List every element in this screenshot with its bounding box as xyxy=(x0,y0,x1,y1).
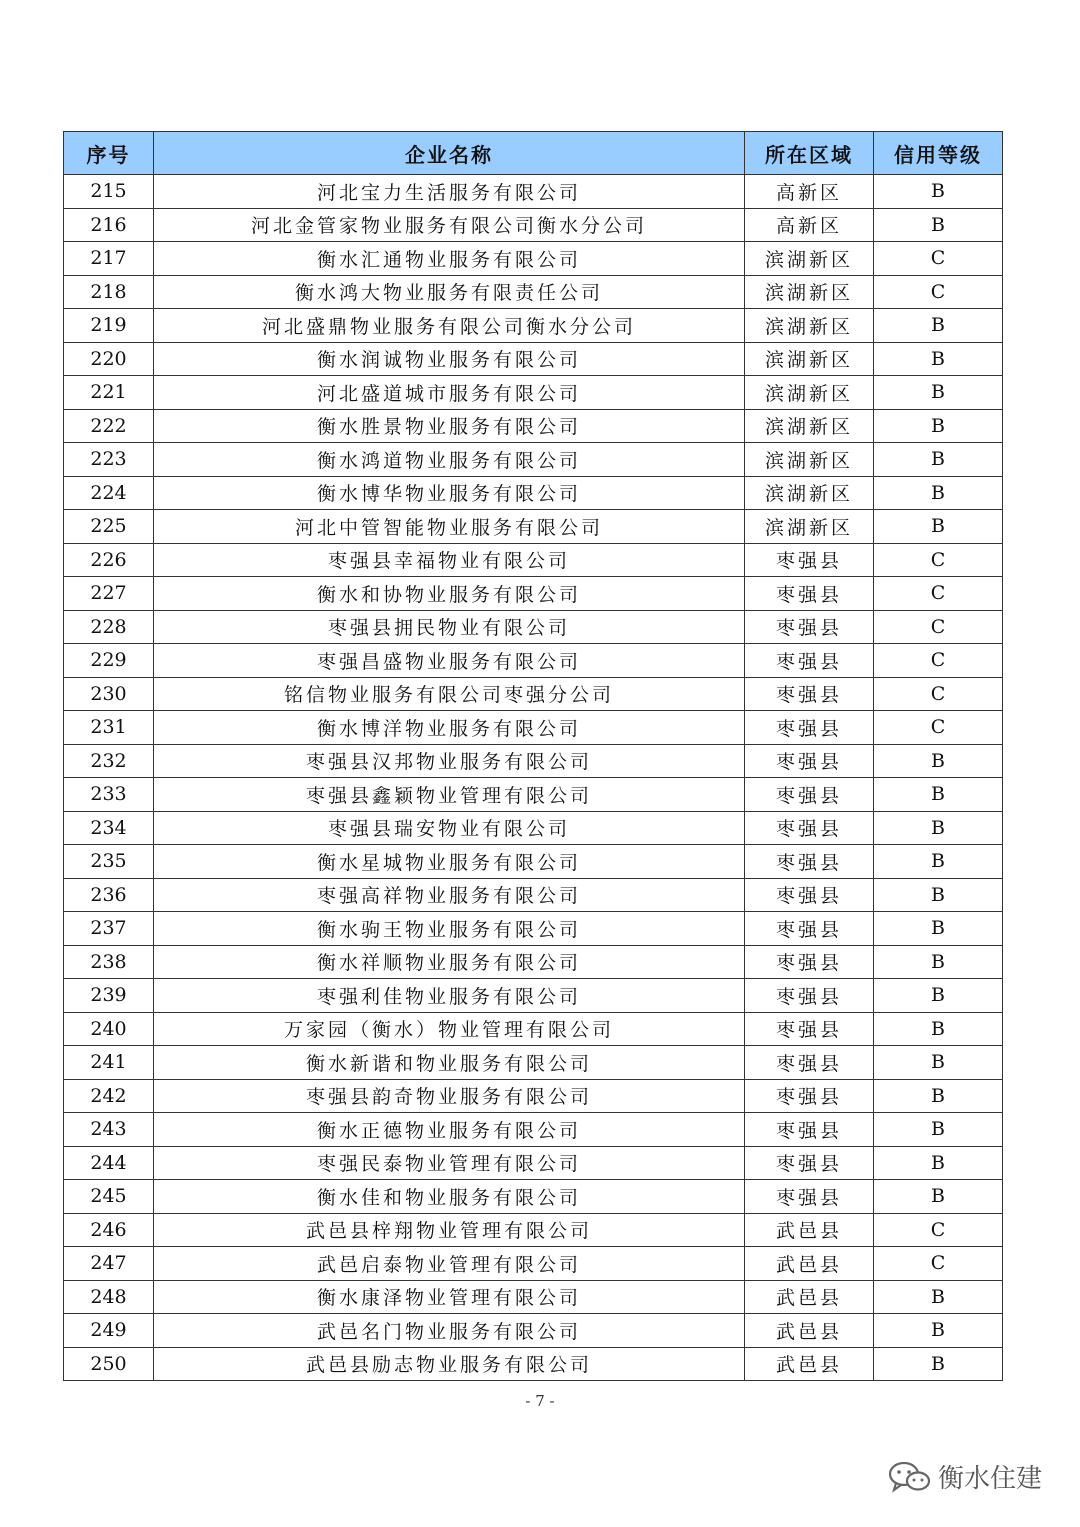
cell-credit-rating: B xyxy=(874,912,1003,946)
watermark-text: 衡水住建 xyxy=(938,1464,1043,1494)
table-row xyxy=(64,409,1003,443)
cell-serial-number: 231 xyxy=(64,711,154,745)
cell-serial-number: 239 xyxy=(64,979,154,1013)
cell-serial-number: 220 xyxy=(64,342,154,376)
cell-credit-rating: B xyxy=(874,1180,1003,1214)
cell-serial-number: 233 xyxy=(64,778,154,812)
cell-company-name: 衡水鸿道物业服务有限公司 xyxy=(154,443,745,477)
cell-serial-number: 248 xyxy=(64,1280,154,1314)
cell-region: 武邑县 xyxy=(745,1347,874,1381)
cell-serial-number: 226 xyxy=(64,543,154,577)
cell-credit-rating: B xyxy=(874,476,1003,510)
cell-credit-rating: B xyxy=(874,1146,1003,1180)
table-row xyxy=(64,510,1003,544)
cell-company-name: 枣强利佳物业服务有限公司 xyxy=(154,979,745,1013)
cell-credit-rating: C xyxy=(874,577,1003,611)
cell-company-name: 枣强高祥物业服务有限公司 xyxy=(154,878,745,912)
table-row xyxy=(64,878,1003,912)
cell-serial-number: 250 xyxy=(64,1347,154,1381)
table-row xyxy=(64,811,1003,845)
table-row xyxy=(64,1113,1003,1147)
cell-credit-rating: B xyxy=(874,979,1003,1013)
cell-credit-rating: C xyxy=(874,677,1003,711)
cell-serial-number: 241 xyxy=(64,1046,154,1080)
table-row xyxy=(64,912,1003,946)
cell-company-name: 衡水和协物业服务有限公司 xyxy=(154,577,745,611)
cell-credit-rating: B xyxy=(874,1113,1003,1147)
cell-region: 枣强县 xyxy=(745,845,874,879)
cell-credit-rating: C xyxy=(874,543,1003,577)
table-row xyxy=(64,778,1003,812)
cell-company-name: 枣强昌盛物业服务有限公司 xyxy=(154,644,745,678)
cell-credit-rating: B xyxy=(874,811,1003,845)
cell-company-name: 枣强县瑞安物业有限公司 xyxy=(154,811,745,845)
cell-region: 武邑县 xyxy=(745,1213,874,1247)
cell-region: 滨湖新区 xyxy=(745,342,874,376)
cell-region: 滨湖新区 xyxy=(745,376,874,410)
cell-credit-rating: B xyxy=(874,175,1003,209)
cell-credit-rating: B xyxy=(874,945,1003,979)
cell-company-name: 河北宝力生活服务有限公司 xyxy=(154,175,745,209)
cell-company-name: 枣强县幸福物业有限公司 xyxy=(154,543,745,577)
table-row xyxy=(64,443,1003,477)
cell-credit-rating: B xyxy=(874,1079,1003,1113)
cell-company-name: 衡水博洋物业服务有限公司 xyxy=(154,711,745,745)
cell-company-name: 衡水胜景物业服务有限公司 xyxy=(154,409,745,443)
cell-company-name: 河北盛道城市服务有限公司 xyxy=(154,376,745,410)
cell-region: 枣强县 xyxy=(745,1113,874,1147)
cell-serial-number: 243 xyxy=(64,1113,154,1147)
table-row xyxy=(64,376,1003,410)
table-row xyxy=(64,845,1003,879)
table-row xyxy=(64,711,1003,745)
cell-region: 滨湖新区 xyxy=(745,476,874,510)
cell-serial-number: 223 xyxy=(64,443,154,477)
header-company-name: 企业名称 xyxy=(154,132,745,175)
cell-serial-number: 230 xyxy=(64,677,154,711)
cell-company-name: 枣强民泰物业管理有限公司 xyxy=(154,1146,745,1180)
cell-company-name: 衡水正德物业服务有限公司 xyxy=(154,1113,745,1147)
cell-company-name: 万家园（衡水）物业管理有限公司 xyxy=(154,1012,745,1046)
cell-region: 滨湖新区 xyxy=(745,510,874,544)
cell-serial-number: 247 xyxy=(64,1247,154,1281)
cell-serial-number: 224 xyxy=(64,476,154,510)
cell-region: 滨湖新区 xyxy=(745,409,874,443)
table-row xyxy=(64,744,1003,778)
table-row xyxy=(64,1012,1003,1046)
table-row xyxy=(64,1146,1003,1180)
cell-serial-number: 219 xyxy=(64,309,154,343)
cell-region: 枣强县 xyxy=(745,677,874,711)
cell-credit-rating: B xyxy=(874,1314,1003,1348)
cell-region: 武邑县 xyxy=(745,1247,874,1281)
cell-serial-number: 216 xyxy=(64,208,154,242)
cell-company-name: 衡水佳和物业服务有限公司 xyxy=(154,1180,745,1214)
header-serial-number: 序号 xyxy=(64,132,154,175)
cell-credit-rating: B xyxy=(874,1046,1003,1080)
cell-company-name: 枣强县汉邦物业服务有限公司 xyxy=(154,744,745,778)
cell-credit-rating: B xyxy=(874,1347,1003,1381)
cell-serial-number: 222 xyxy=(64,409,154,443)
cell-credit-rating: B xyxy=(874,409,1003,443)
table-row xyxy=(64,1213,1003,1247)
cell-company-name: 衡水汇通物业服务有限公司 xyxy=(154,242,745,276)
cell-credit-rating: C xyxy=(874,1247,1003,1281)
cell-region: 高新区 xyxy=(745,208,874,242)
cell-company-name: 河北金管家物业服务有限公司衡水分公司 xyxy=(154,208,745,242)
cell-company-name: 衡水祥顺物业服务有限公司 xyxy=(154,945,745,979)
cell-region: 枣强县 xyxy=(745,811,874,845)
cell-company-name: 衡水润诚物业服务有限公司 xyxy=(154,342,745,376)
cell-credit-rating: B xyxy=(874,510,1003,544)
cell-region: 滨湖新区 xyxy=(745,275,874,309)
cell-serial-number: 237 xyxy=(64,912,154,946)
cell-region: 枣强县 xyxy=(745,1079,874,1113)
table-row xyxy=(64,1180,1003,1214)
cell-company-name: 衡水驹王物业服务有限公司 xyxy=(154,912,745,946)
cell-serial-number: 217 xyxy=(64,242,154,276)
cell-credit-rating: B xyxy=(874,778,1003,812)
header-credit-rating: 信用等级 xyxy=(874,132,1003,175)
cell-serial-number: 246 xyxy=(64,1213,154,1247)
cell-company-name: 武邑启泰物业管理有限公司 xyxy=(154,1247,745,1281)
cell-serial-number: 215 xyxy=(64,175,154,209)
cell-region: 枣强县 xyxy=(745,543,874,577)
cell-company-name: 武邑县励志物业服务有限公司 xyxy=(154,1347,745,1381)
cell-serial-number: 225 xyxy=(64,510,154,544)
cell-serial-number: 232 xyxy=(64,744,154,778)
cell-serial-number: 245 xyxy=(64,1180,154,1214)
cell-region: 枣强县 xyxy=(745,912,874,946)
cell-region: 枣强县 xyxy=(745,644,874,678)
cell-region: 滨湖新区 xyxy=(745,242,874,276)
cell-credit-rating: B xyxy=(874,309,1003,343)
cell-credit-rating: B xyxy=(874,878,1003,912)
cell-credit-rating: C xyxy=(874,711,1003,745)
cell-region: 武邑县 xyxy=(745,1314,874,1348)
cell-credit-rating: B xyxy=(874,342,1003,376)
cell-credit-rating: B xyxy=(874,1280,1003,1314)
cell-company-name: 武邑名门物业服务有限公司 xyxy=(154,1314,745,1348)
cell-serial-number: 236 xyxy=(64,878,154,912)
wechat-icon xyxy=(888,1460,932,1494)
table-row xyxy=(64,309,1003,343)
table-row xyxy=(64,1247,1003,1281)
table-header-row xyxy=(64,132,1003,175)
cell-region: 枣强县 xyxy=(745,744,874,778)
cell-credit-rating: C xyxy=(874,1213,1003,1247)
cell-serial-number: 242 xyxy=(64,1079,154,1113)
cell-region: 枣强县 xyxy=(745,610,874,644)
cell-credit-rating: C xyxy=(874,610,1003,644)
table-row xyxy=(64,175,1003,209)
cell-region: 枣强县 xyxy=(745,878,874,912)
cell-credit-rating: B xyxy=(874,208,1003,242)
table-row xyxy=(64,945,1003,979)
table-row xyxy=(64,1280,1003,1314)
cell-region: 高新区 xyxy=(745,175,874,209)
page-number: - 7 - xyxy=(525,1392,555,1410)
cell-region: 枣强县 xyxy=(745,577,874,611)
cell-credit-rating: C xyxy=(874,644,1003,678)
cell-credit-rating: B xyxy=(874,1012,1003,1046)
cell-company-name: 武邑县梓翔物业管理有限公司 xyxy=(154,1213,745,1247)
cell-credit-rating: C xyxy=(874,275,1003,309)
cell-company-name: 枣强县鑫颖物业管理有限公司 xyxy=(154,778,745,812)
cell-region: 枣强县 xyxy=(745,711,874,745)
cell-serial-number: 244 xyxy=(64,1146,154,1180)
table-body xyxy=(64,175,1003,1381)
cell-serial-number: 228 xyxy=(64,610,154,644)
cell-serial-number: 234 xyxy=(64,811,154,845)
cell-serial-number: 235 xyxy=(64,845,154,879)
header-region: 所在区域 xyxy=(745,132,874,175)
cell-credit-rating: B xyxy=(874,443,1003,477)
watermark xyxy=(888,1458,1042,1495)
cell-company-name: 枣强县拥民物业有限公司 xyxy=(154,610,745,644)
table-row xyxy=(64,677,1003,711)
table-row xyxy=(64,476,1003,510)
cell-serial-number: 221 xyxy=(64,376,154,410)
table-row xyxy=(64,342,1003,376)
credit-rating-table xyxy=(63,131,1003,1381)
cell-region: 枣强县 xyxy=(745,1012,874,1046)
cell-serial-number: 238 xyxy=(64,945,154,979)
cell-company-name: 衡水新谐和物业服务有限公司 xyxy=(154,1046,745,1080)
table-row xyxy=(64,1314,1003,1348)
cell-credit-rating: C xyxy=(874,242,1003,276)
cell-serial-number: 227 xyxy=(64,577,154,611)
table-row xyxy=(64,208,1003,242)
cell-credit-rating: B xyxy=(874,744,1003,778)
table-row xyxy=(64,242,1003,276)
table-row xyxy=(64,1347,1003,1381)
cell-company-name: 河北中管智能物业服务有限公司 xyxy=(154,510,745,544)
cell-serial-number: 229 xyxy=(64,644,154,678)
cell-company-name: 衡水康泽物业管理有限公司 xyxy=(154,1280,745,1314)
cell-serial-number: 240 xyxy=(64,1012,154,1046)
cell-serial-number: 249 xyxy=(64,1314,154,1348)
cell-region: 枣强县 xyxy=(745,1146,874,1180)
cell-serial-number: 218 xyxy=(64,275,154,309)
cell-company-name: 衡水鸿大物业服务有限责任公司 xyxy=(154,275,745,309)
cell-company-name: 河北盛鼎物业服务有限公司衡水分公司 xyxy=(154,309,745,343)
cell-company-name: 衡水星城物业服务有限公司 xyxy=(154,845,745,879)
cell-region: 枣强县 xyxy=(745,778,874,812)
cell-credit-rating: B xyxy=(874,376,1003,410)
cell-region: 滨湖新区 xyxy=(745,443,874,477)
cell-region: 枣强县 xyxy=(745,945,874,979)
table-row xyxy=(64,610,1003,644)
cell-region: 滨湖新区 xyxy=(745,309,874,343)
table-row xyxy=(64,644,1003,678)
table-row xyxy=(64,979,1003,1013)
cell-region: 枣强县 xyxy=(745,1046,874,1080)
cell-region: 枣强县 xyxy=(745,1180,874,1214)
table-row xyxy=(64,275,1003,309)
cell-region: 枣强县 xyxy=(745,979,874,1013)
cell-company-name: 衡水博华物业服务有限公司 xyxy=(154,476,745,510)
table-row xyxy=(64,577,1003,611)
cell-region: 武邑县 xyxy=(745,1280,874,1314)
table-row xyxy=(64,543,1003,577)
cell-company-name: 铭信物业服务有限公司枣强分公司 xyxy=(154,677,745,711)
cell-credit-rating: B xyxy=(874,845,1003,879)
table-row xyxy=(64,1046,1003,1080)
cell-company-name: 枣强县韵奇物业服务有限公司 xyxy=(154,1079,745,1113)
table-row xyxy=(64,1079,1003,1113)
